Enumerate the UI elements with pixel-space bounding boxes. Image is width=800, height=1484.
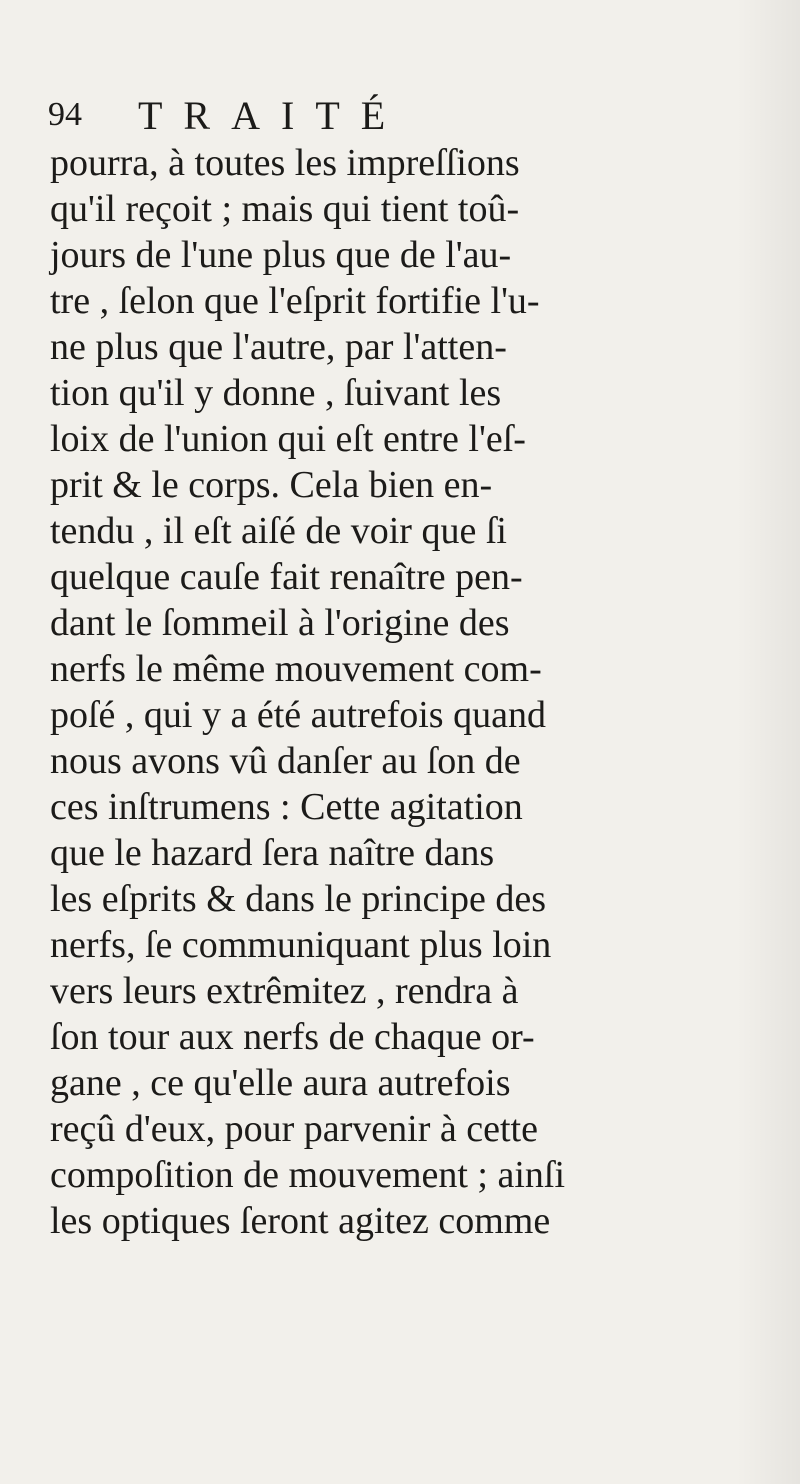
text-line: nous avons vû danſer au ſon de <box>50 740 521 782</box>
text-line: nerfs, ſe communiquant plus loin <box>50 924 552 966</box>
text-line: quelque cauſe fait renaître pen- <box>50 556 523 598</box>
text-line: tion qu'il y donne , ſuivant les <box>50 372 502 414</box>
text-line: vers leurs extrêmitez , rendra à <box>50 970 519 1012</box>
text-line: gane , ce qu'elle aura autrefois <box>50 1062 511 1104</box>
text-line: compoſition de mouvement ; ainſi <box>50 1154 566 1196</box>
text-line: qu'il reçoit ; mais qui tient toû- <box>50 188 520 230</box>
text-line: ces inſtrumens : Cette agitation <box>50 786 523 828</box>
text-line: nerfs le même mouvement com- <box>50 648 542 690</box>
text-line: tre , ſelon que l'eſprit fortifie l'u- <box>50 280 540 322</box>
text-line: jours de l'une plus que de l'au- <box>50 234 512 276</box>
text-line: que le hazard ſera naître dans <box>50 832 495 874</box>
text-line: poſé , qui y a été autrefois quand <box>50 694 546 736</box>
text-line: tendu , il eſt aiſé de voir que ſi <box>50 510 507 552</box>
page-header <box>48 92 748 140</box>
body-text <box>50 140 770 1244</box>
text-line: dant le ſommeil à l'origine des <box>50 602 510 644</box>
text-line: reçû d'eux, pour parvenir à cette <box>50 1108 538 1150</box>
text-line: prit & le corps. Cela bien en- <box>50 464 493 506</box>
text-line: loix de l'union qui eſt entre l'eſ- <box>50 418 526 460</box>
text-line: ſon tour aux nerfs de chaque or- <box>50 1016 535 1058</box>
text-line: ne plus que l'autre, par l'atten- <box>50 326 507 368</box>
text-line: les eſprits & dans le principe des <box>50 878 546 920</box>
text-line: les optiques ſeront agitez comme <box>50 1200 551 1242</box>
page-number: 94 <box>48 96 82 133</box>
running-title: TRAITÉ <box>138 93 407 138</box>
text-line: pourra, à toutes les impreſſions <box>50 142 520 184</box>
